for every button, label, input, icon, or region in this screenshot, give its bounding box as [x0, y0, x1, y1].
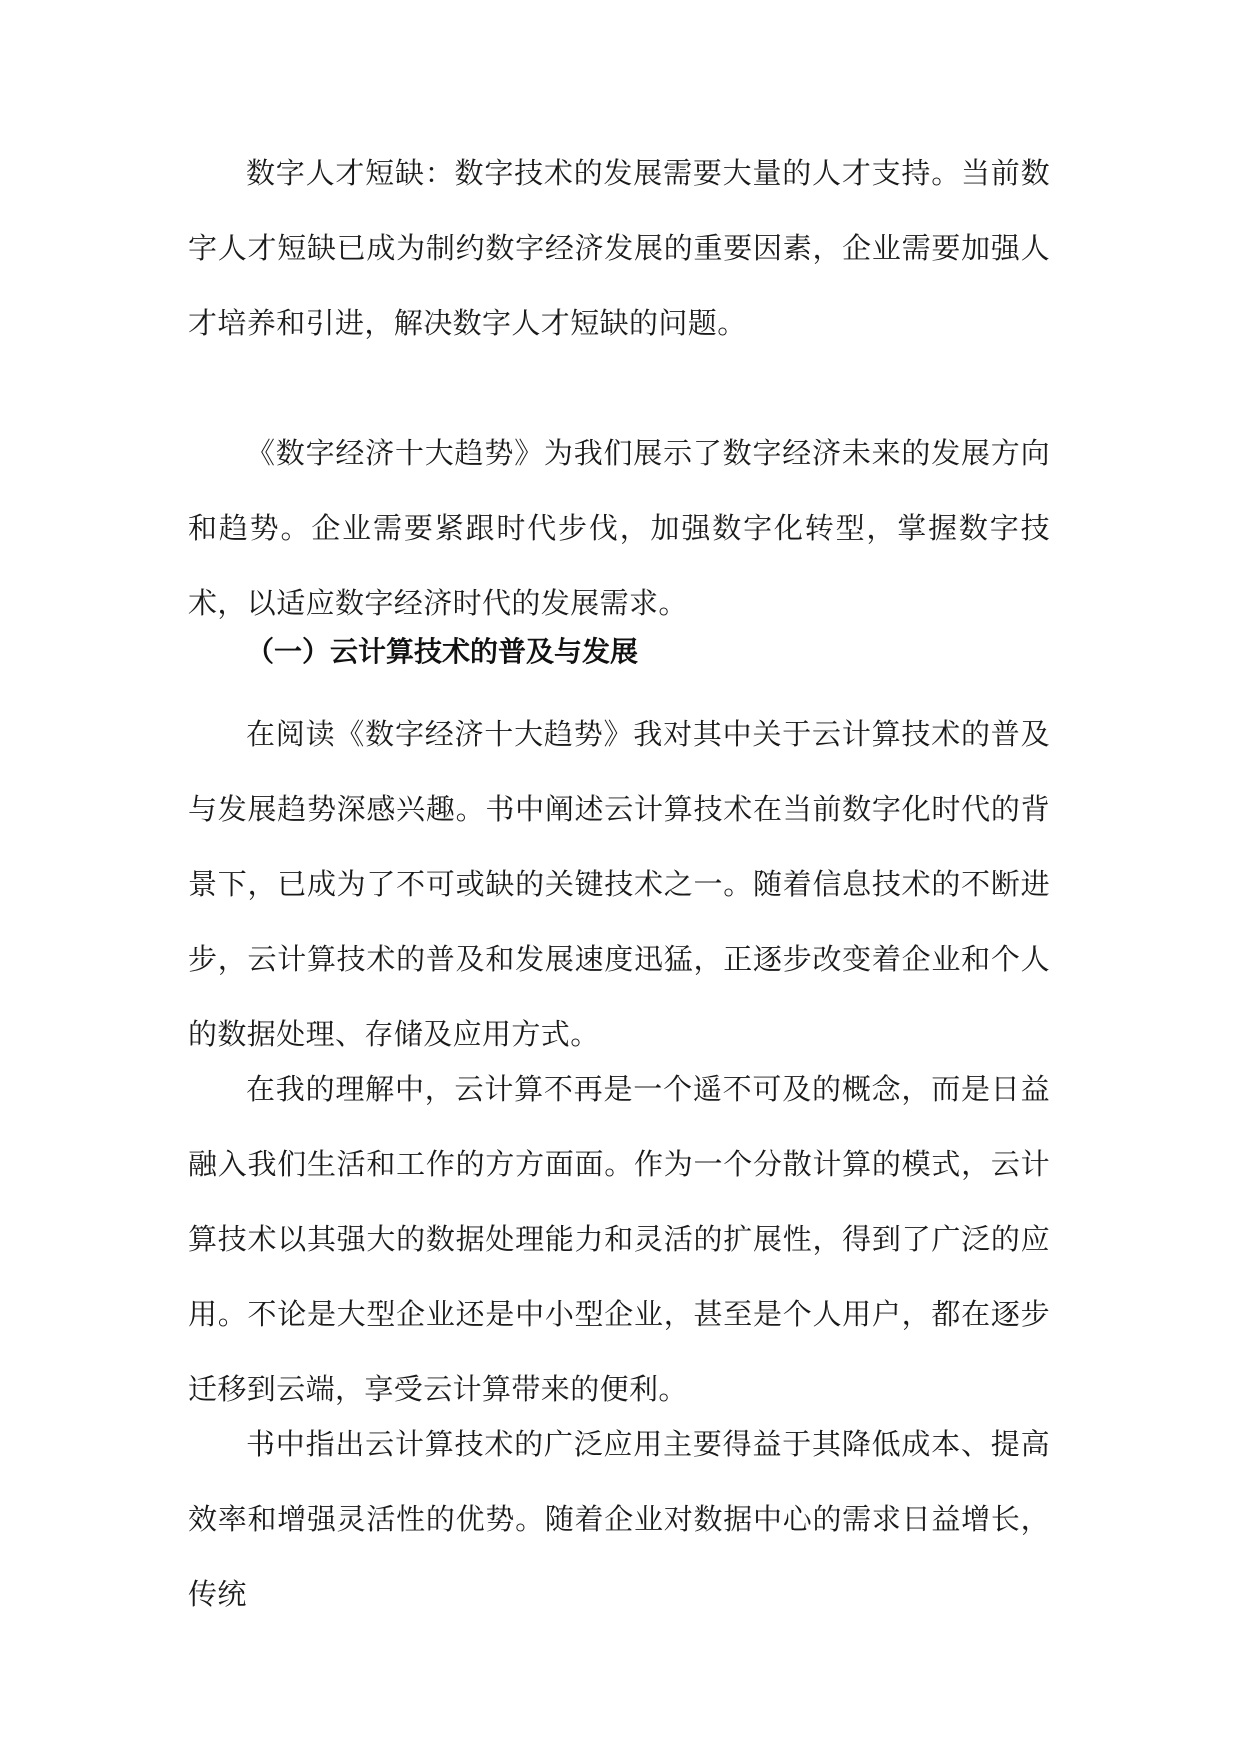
paragraph-cloud-computing-understanding: 在我的理解中，云计算不再是一个遥不可及的概念，而是日益融入我们生活和工作的方方面面。作为一个分散计算的模式，云计算技术以其强大的数据处理能力和灵活的扩展性，得到了广泛的应用。不论是大型企业还是中小型企业，甚至是个人用户，都在逐步迁移到云端，享受云计算带来的便利。 [188, 1072, 1050, 1406]
section-heading: （一）云计算技术的普及与发展 [246, 635, 639, 668]
paragraph-digital-talent-shortage: 数字人才短缺：数字技术的发展需要大量的人才支持。当前数字人才短缺已成为制约数字经济发展的重要因素，企业需要加强人才培养和引进，解决数字人才短缺的问题。 [188, 156, 1050, 340]
paragraph-cloud-computing-advantages: 书中指出云计算技术的广泛应用主要得益于其降低成本、提高效率和增强灵活性的优势。随着企业对数据中心的需求日益增长，传统 [188, 1427, 1050, 1611]
paragraph-cloud-computing-intro: 在阅读《数字经济十大趋势》我对其中关于云计算技术的普及与发展趋势深感兴趣。书中阐述云计算技术在当前数字化时代的背景下，已成为了不可或缺的关键技术之一。随着信息技术的不断进步，云计算技术的普及和发展速度迅猛，正逐步改变着企业和个人的数据处理、存储及应用方式。 [188, 717, 1050, 1051]
paragraph-ten-trends-summary: 《数字经济十大趋势》为我们展示了数字经济未来的发展方向和趋势。企业需要紧跟时代步伐，加强数字化转型，掌握数字技术，以适应数字经济时代的发展需求。 [188, 436, 1050, 620]
